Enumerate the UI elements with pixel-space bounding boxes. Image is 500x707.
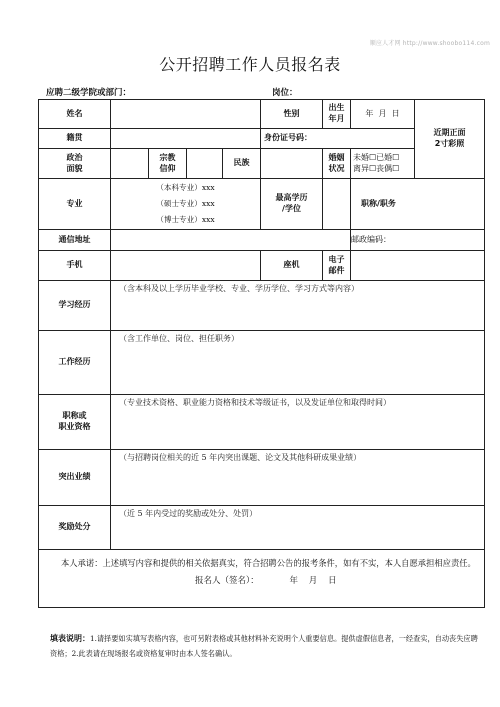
mobile-label: 手机 [39, 251, 111, 281]
signature-date: 年 月 日 [289, 576, 337, 587]
native-label: 籍贯 [39, 129, 111, 149]
qualification-label: 职称或 职业资格 [39, 395, 111, 450]
ethnic-label: 民族 [223, 149, 261, 179]
mobile-field[interactable] [111, 251, 261, 281]
major-list[interactable] [111, 179, 261, 230]
birth-field[interactable]: 年 月 日 [351, 100, 415, 129]
birth-label: 出生 年月 [323, 100, 351, 129]
commitment-block [39, 550, 485, 608]
name-label: 姓名 [39, 100, 111, 129]
degree-label: 最高学历 /学位 [261, 179, 323, 230]
marital-line-2[interactable]: 离异☐丧偶☐ [353, 163, 400, 173]
landline-label: 座机 [261, 251, 323, 281]
work-field[interactable]: （含工作单位、岗位、担任职务） [111, 331, 485, 395]
notes-label: 填表说明： [50, 634, 90, 643]
work-label: 工作经历 [39, 331, 111, 395]
gender-label: 性别 [261, 100, 323, 129]
marital-options[interactable] [351, 149, 415, 179]
political-field[interactable] [111, 149, 149, 179]
marital-line-1[interactable]: 未婚☐已婚☐ [353, 152, 400, 162]
marital-label: 婚姻 状况 [323, 149, 351, 179]
reward-field[interactable]: （近 5 年内受过的奖励或处分、处罚） [111, 506, 485, 550]
political-label: 政治 面貌 [39, 149, 111, 179]
ethnic-field[interactable] [261, 149, 323, 179]
major-master[interactable]: （硕士专业）xxx [156, 199, 215, 208]
dept-label: 应聘二级学院或部门： [46, 88, 132, 98]
address-label: 通信地址 [39, 230, 111, 251]
commitment-text: 本人承诺：上述填写内容和提供的相关依据真实，符合招聘公告的报考条件，如有不实，本人自愿承担相应责任。 [61, 558, 476, 568]
reward-label: 奖励处分 [39, 506, 111, 550]
study-label: 学习经历 [39, 281, 111, 331]
post-label: 岗位： [272, 88, 298, 98]
achievement-label: 突出业绩 [39, 450, 111, 506]
signature-label: 报名人（签名）： [195, 576, 259, 587]
study-field[interactable]: （含本科及以上学历毕业学校、专业、学历学位、学习方式等内容） [111, 281, 485, 331]
notes-text: 1.请择要如实填写表格内容，也可另附表格或其他材料补充说明个人重要信息。提供虚假信息者，一经查实，自动丧失应聘资格；2.此表请在现场报名或资格复审时由本人签名确认。 [50, 634, 478, 658]
photo-placeholder[interactable]: 近期正面 2寸彩照 [415, 100, 485, 179]
native-field[interactable] [111, 129, 261, 149]
qualification-field[interactable]: （专业技术资格、职业能力资格和技术等级证书，以及发证单位和取得时间） [111, 395, 485, 450]
religion-field[interactable] [187, 149, 223, 179]
address-field[interactable] [111, 230, 351, 251]
page-title: 公开招聘工作人员报名表 [159, 55, 341, 74]
registration-form [38, 99, 485, 608]
fill-notes [50, 631, 480, 661]
degree-field[interactable] [323, 179, 351, 230]
email-field[interactable] [351, 251, 485, 281]
religion-label: 宗教 信仰 [149, 149, 187, 179]
major-bachelor[interactable]: （本科专业）xxx [156, 183, 215, 192]
signature-line[interactable] [45, 576, 478, 587]
name-field[interactable] [111, 100, 261, 129]
major-doctor[interactable]: （博士专业）xxx [156, 215, 215, 224]
id-number-label[interactable]: 身份证号码： [261, 129, 415, 149]
achievement-field[interactable]: （与招聘岗位相关的近 5 年内突出课题、论文及其他科研成果业绩） [111, 450, 485, 506]
major-label: 专业 [39, 179, 111, 230]
email-label: 电子 邮件 [323, 251, 351, 281]
watermark: 顺应人才网 http://www.shoobo114.com [369, 40, 490, 47]
title-job-label: 职称/职务 [351, 179, 485, 230]
postcode-label[interactable]: 邮政编码： [351, 230, 485, 251]
